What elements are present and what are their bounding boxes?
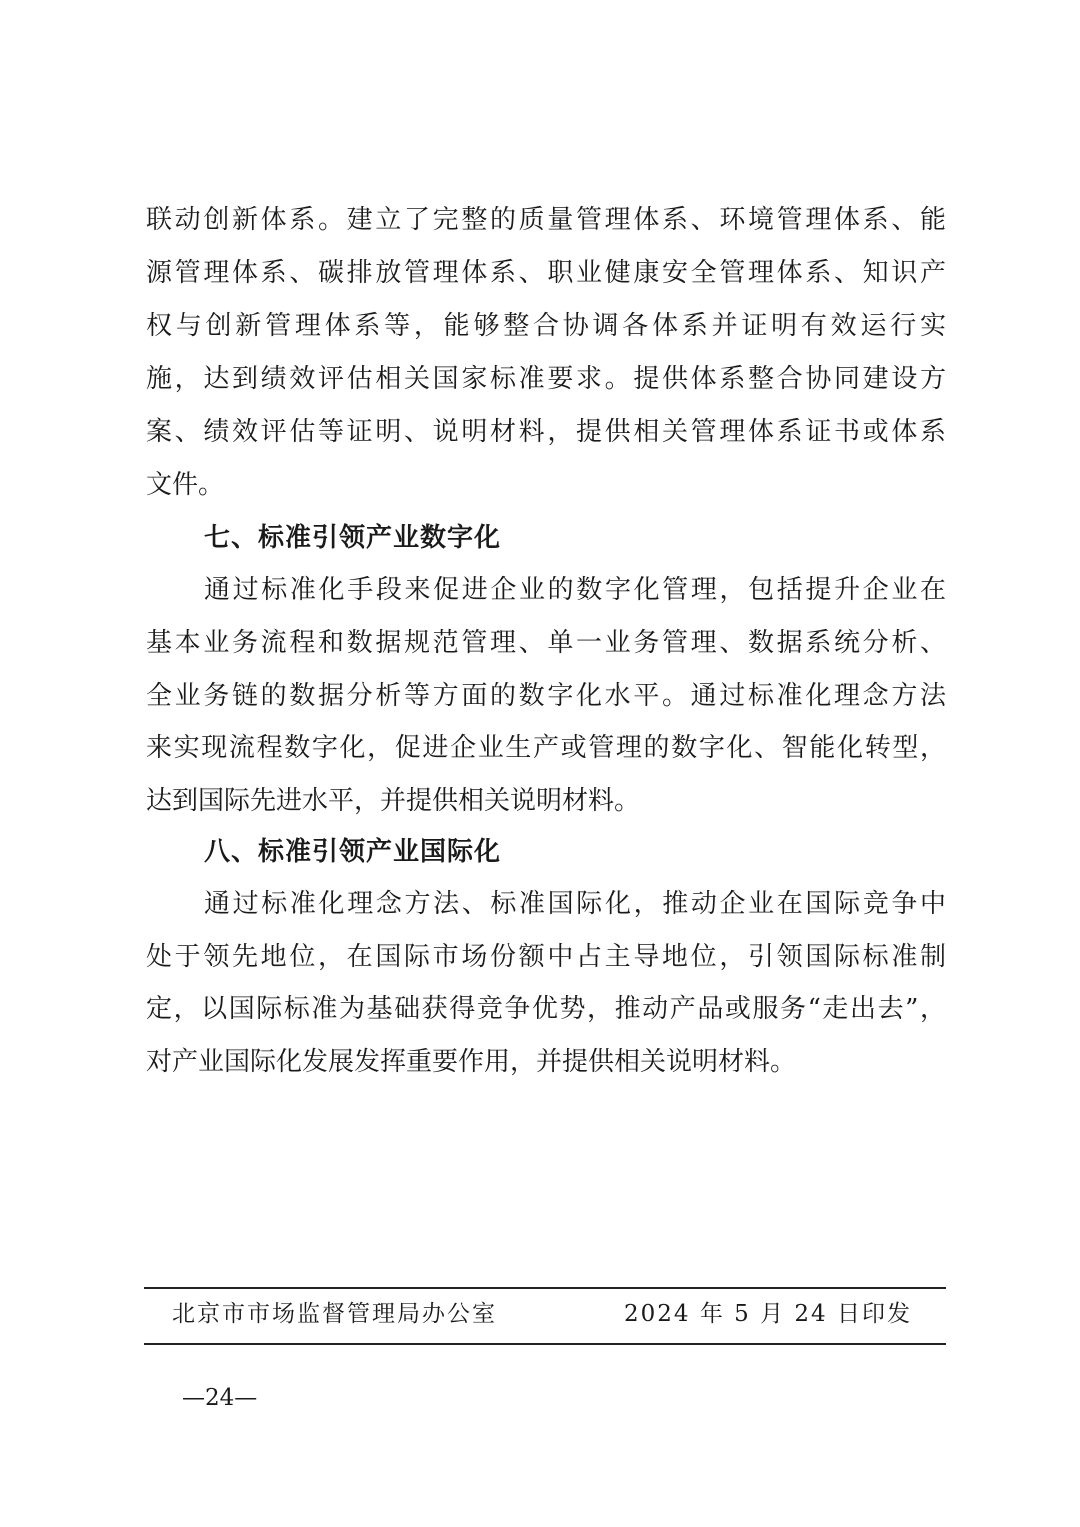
body-line: 施，达到绩效评估相关国家标准要求。提供体系整合协同建设方 — [146, 364, 946, 394]
body-line: 文件。 — [146, 470, 225, 500]
body-line: 处于领先地位，在国际市场份额中占主导地位，引领国际标准制 — [146, 942, 946, 972]
body-line: 权与创新管理体系等，能够整合协调各体系并证明有效运行实 — [146, 311, 946, 341]
body-line: 联动创新体系。建立了完整的质量管理体系、环境管理体系、能 — [146, 205, 946, 235]
issue-date: 2024 年 5 月 24 日印发 — [624, 1301, 912, 1327]
body-line: 通过标准化理念方法、标准国际化，推动企业在国际竞争中 — [204, 889, 946, 919]
page-number: —24— — [182, 1385, 258, 1411]
body-line: 基本业务流程和数据规范管理、单一业务管理、数据系统分析、 — [146, 628, 946, 658]
body-line: 定，以国际标准为基础获得竞争优势，推动产品或服务“走出去”， — [146, 994, 946, 1024]
body-line: 达到国际先进水平，并提供相关说明材料。 — [146, 786, 641, 816]
body-line: 来实现流程数字化，促进企业生产或管理的数字化、智能化转型， — [146, 733, 946, 763]
section-heading-7: 七、标准引领产业数字化 — [204, 523, 502, 553]
body-line: 通过标准化手段来促进企业的数字化管理，包括提升企业在 — [204, 575, 946, 605]
footer-bottom-rule — [144, 1343, 946, 1345]
body-line: 全业务链的数据分析等方面的数字化水平。通过标准化理念方法 — [146, 681, 946, 711]
issuer-name: 北京市市场监督管理局办公室 — [172, 1301, 497, 1327]
section-heading-8: 八、标准引领产业国际化 — [204, 837, 502, 867]
body-line: 对产业国际化发展发挥重要作用，并提供相关说明材料。 — [146, 1047, 797, 1077]
footer-top-rule — [144, 1287, 946, 1289]
body-line: 源管理体系、碳排放管理体系、职业健康安全管理体系、知识产 — [146, 258, 946, 288]
body-line: 案、绩效评估等证明、说明材料，提供相关管理体系证书或体系 — [146, 417, 946, 447]
